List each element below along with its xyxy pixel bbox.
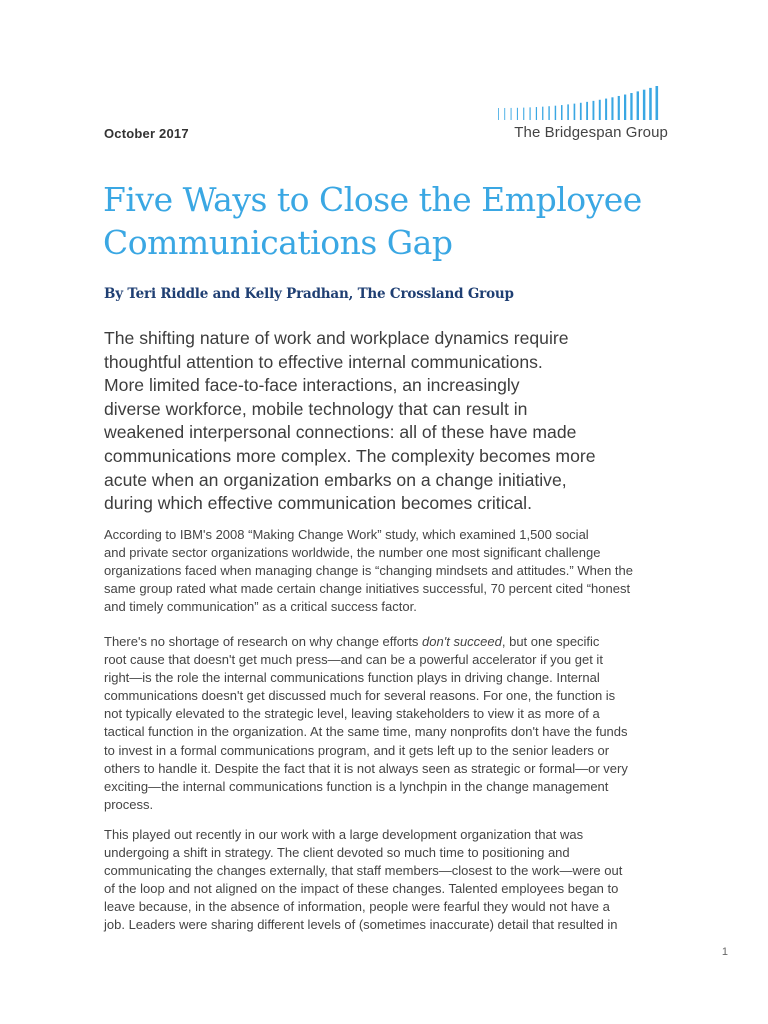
logo-bar [536, 107, 537, 120]
logo-bar [580, 103, 582, 120]
paragraph-line: This played out recently in our work with a large development organization that was [104, 827, 584, 842]
logo-bar [574, 104, 576, 120]
paragraph-line: and private sector organizations worldwide, the number one most significant challenge [104, 545, 601, 561]
logo-bar [567, 104, 569, 120]
paragraph-line: organizations faced when managing change is “changing mindsets and attitudes.” When the [104, 563, 633, 579]
paragraph-line: exciting—the internal communications function is a lynchpin in the change management [104, 778, 609, 794]
logo-bar [511, 108, 512, 120]
paragraph-line: others to handle it. Despite the fact that it is not always seen as strategic or formal—or very [104, 760, 628, 776]
body-paragraph-3 [104, 826, 674, 935]
paragraph-line: to invest in a formal communications program, and it gets left up to the senior leaders or [104, 742, 610, 758]
bridgespan-logo [498, 86, 668, 144]
lede-paragraph [104, 327, 674, 516]
logo-bar [593, 101, 595, 120]
logo-bar [611, 97, 613, 120]
logo-bar [656, 86, 659, 120]
logo-bar [599, 100, 601, 120]
body-paragraph-2 [104, 633, 674, 814]
logo-bar [548, 106, 549, 120]
logo-bar [504, 108, 505, 120]
paragraph-line: communications doesn't get discussed much for several reasons. For one, the function is [104, 688, 616, 704]
logo-bar [649, 88, 652, 120]
logo-bar [523, 108, 524, 120]
paragraph-line: not typically elevated to the strategic level, leaving stakeholders to view it as more of a [104, 706, 600, 722]
paragraph-line: right—is the role the internal communications function plays in driving change. Internal [104, 670, 600, 686]
author-byline: By Teri Riddle and Kelly Pradhan, The Crossland Group [104, 286, 514, 302]
page-number: 1 [721, 946, 728, 958]
paragraph-line: leave because, in the absence of information, people were fearful they would not have a [104, 899, 610, 915]
paragraph-line: of the loop and not aligned on the impact of these changes. Talented employees began to [104, 881, 619, 897]
paragraph-line: , but one specific [501, 634, 600, 649]
paragraph-line: root cause that doesn't get much press—and can be a powerful accelerator if you get it [104, 652, 603, 668]
body-paragraph-1 [104, 526, 674, 616]
paragraph-line: and timely communication” as a critical success factor. [104, 599, 417, 615]
logo-text: The Bridgespan Group [514, 124, 668, 141]
lede-line: The shifting nature of work and workplace dynamics require [104, 328, 569, 348]
logo-bar [517, 108, 518, 120]
paragraph-line: job. Leaders were sharing different levels of (sometimes inaccurate) detail that resulted in [104, 917, 618, 933]
publication-date: October 2017 [104, 126, 189, 141]
logo-bar [561, 105, 563, 120]
lede-line: weakened interpersonal connections: all of these have made [104, 422, 577, 443]
article-title [103, 178, 683, 264]
lede-line: diverse workforce, mobile technology that can result in [104, 398, 528, 419]
title-line-1: Five Ways to Close the Employee [103, 180, 642, 219]
paragraph-line: process. [104, 796, 154, 812]
paragraph-line: tactical function in the organization. At the same time, many nonprofits don't have the funds [104, 724, 628, 740]
logo-bar [530, 107, 531, 120]
logo-bar [555, 106, 556, 120]
logo-bar [637, 91, 639, 120]
emphasis-text: don't succeed [422, 634, 502, 649]
lede-line: communications more complex. The complexity becomes more [104, 445, 596, 466]
paragraph-line: undergoing a shift in strategy. The client devoted so much time to positioning and [104, 845, 570, 861]
logo-bar [643, 90, 645, 120]
title-line-2: Communications Gap [103, 223, 453, 262]
lede-line: during which effective communication becomes critical. [104, 493, 532, 514]
paragraph-line: same group rated what made certain change initiatives successful, 70 percent cited “honest [104, 581, 631, 597]
logo-bar [586, 102, 588, 120]
logo-bar [498, 108, 499, 120]
lede-line: acute when an organization embarks on a change initiative, [104, 469, 567, 490]
logo-bar [618, 96, 620, 120]
logo-bar [630, 93, 632, 120]
paragraph-line: There's no shortage of research on why change efforts [104, 634, 423, 649]
logo-bar [624, 95, 626, 120]
logo-bars-icon [496, 86, 666, 120]
paragraph-line: According to IBM's 2008 “Making Change Work” study, which examined 1,500 social [104, 527, 589, 542]
lede-line: thoughtful attention to effective internal communications. [104, 351, 543, 372]
logo-bar [605, 99, 607, 120]
lede-line: More limited face-to-face interactions, an increasingly [104, 375, 520, 396]
paragraph-line: communicating the changes externally, that staff members—closest to the work—were out [104, 863, 623, 879]
logo-bar [542, 107, 543, 120]
